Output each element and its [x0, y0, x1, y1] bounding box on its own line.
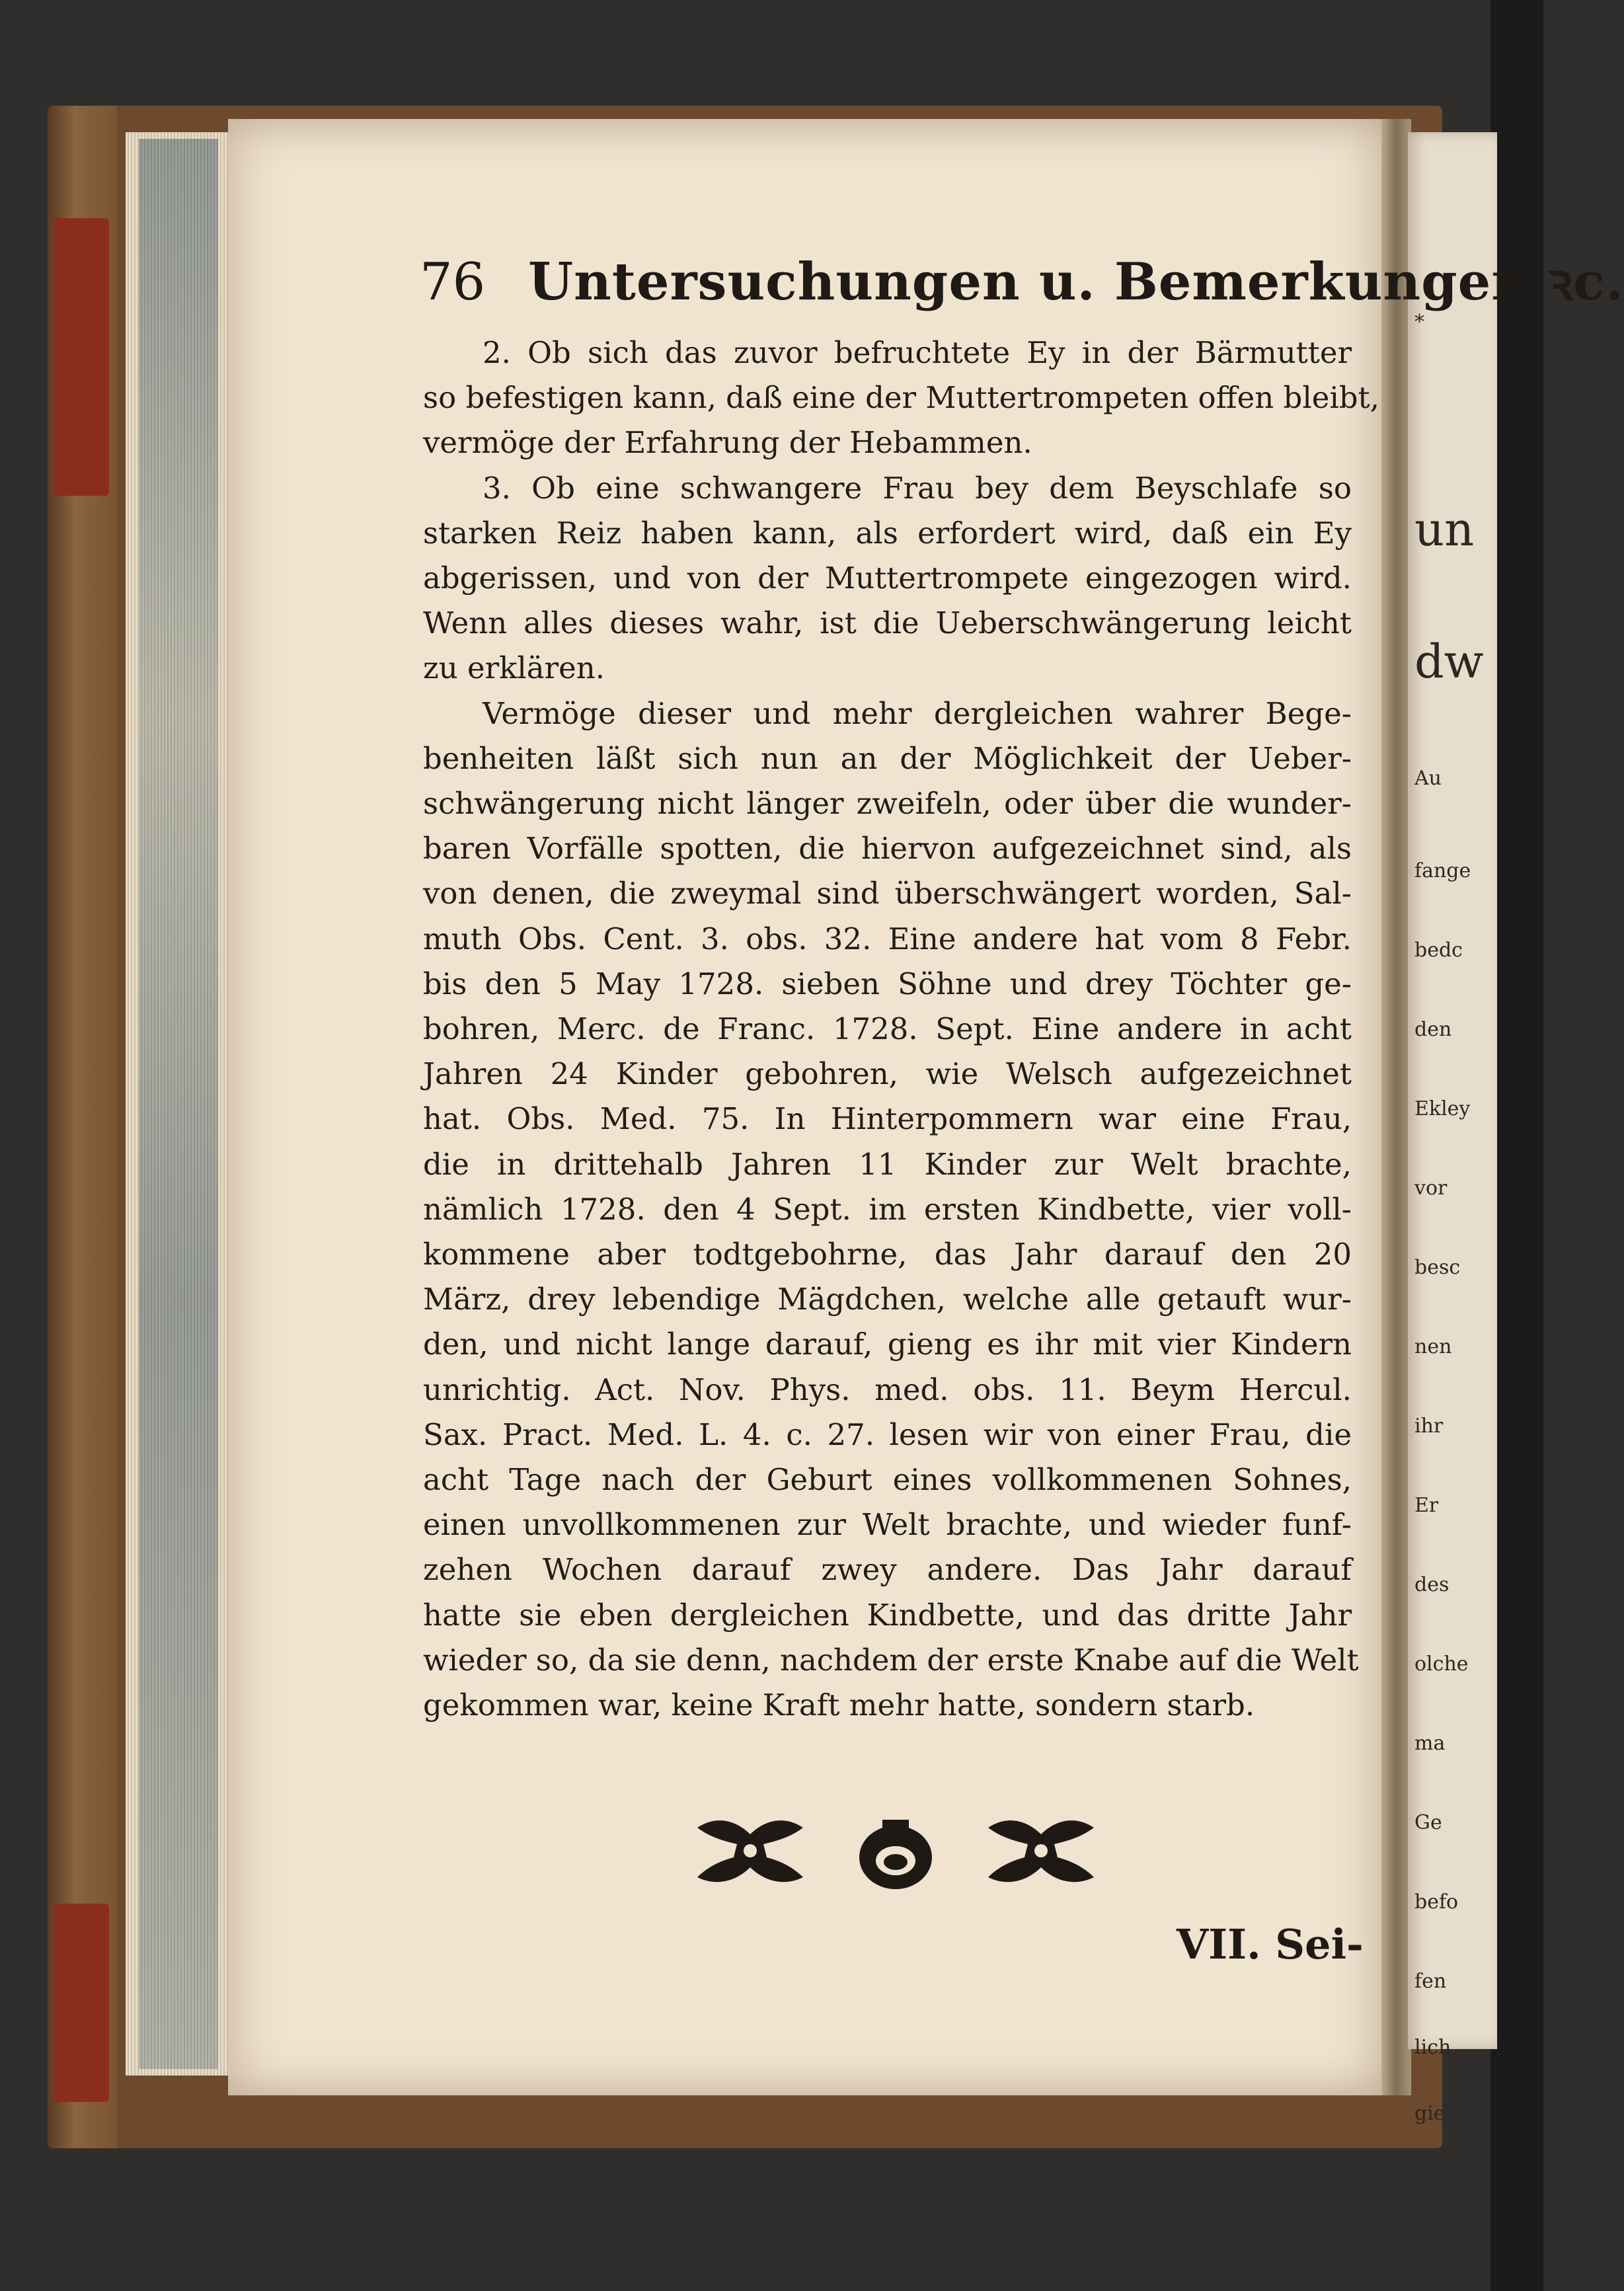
- facing-page-text: gie: [1414, 2102, 1446, 2125]
- text-line: kommene aber todtgebohrne, das Jahr darauf den 20: [423, 1237, 1352, 1272]
- facing-page-text: befo: [1414, 1890, 1459, 1914]
- facing-page-text: vor: [1414, 1177, 1448, 1200]
- text-line: Vermöge dieser und mehr dergleichen wahrer Bege-: [483, 695, 1352, 731]
- blue-sprinkled-edge: [139, 139, 218, 2069]
- facing-page-text: ma: [1414, 1732, 1446, 1755]
- text-line: hat. Obs. Med. 75. In Hinterpommern war eine Frau,: [423, 1101, 1352, 1137]
- facing-page-text: dw: [1414, 635, 1484, 689]
- text-line: benheiten läßt sich nun an der Möglichkeit der Ueber-: [423, 740, 1352, 776]
- facing-page-text: Ge: [1414, 1811, 1442, 1834]
- facing-page-text: besc: [1414, 1256, 1461, 1279]
- facing-page-text: Er: [1414, 1494, 1439, 1517]
- book-gutter: [1381, 119, 1411, 2095]
- facing-page-text: nen: [1414, 1335, 1452, 1358]
- cover-red-spot-top: [53, 218, 109, 496]
- text-line: Wenn alles dieses wahr, ist die Ueberschwängerung leicht: [423, 605, 1352, 641]
- facing-page-text: fen: [1414, 1970, 1447, 1993]
- running-head: [420, 245, 1624, 315]
- facing-page-text: *: [1414, 311, 1424, 334]
- facing-page-text: den: [1414, 1018, 1452, 1041]
- text-line: die in drittehalb Jahren 11 Kinder zur Welt brachte,: [423, 1146, 1352, 1182]
- facing-page-text: lich: [1414, 2036, 1451, 2059]
- text-line: 3. Ob eine schwangere Frau bey dem Beyschlafe so: [483, 470, 1352, 506]
- facing-page-text: bedc: [1414, 939, 1463, 962]
- ornament-left-flourish-icon: [697, 1820, 803, 1882]
- body-text: [423, 330, 1379, 1728]
- text-line: einen unvollkommenen zur Welt brachte, und wieder funf-: [423, 1507, 1352, 1543]
- text-line: Sax. Pract. Med. L. 4. c. 27. lesen wir von einer Frau, die: [423, 1417, 1352, 1452]
- text-line: vermöge der Erfahrung der Hebammen.: [423, 425, 1032, 461]
- text-line: abgerissen, und von der Muttertrompete eingezogen wird.: [423, 561, 1352, 596]
- text-line: acht Tage nach der Geburt eines vollkommenen Sohnes,: [423, 1462, 1352, 1498]
- text-line: bohren, Merc. de Franc. 1728. Sept. Eine andere in acht: [423, 1011, 1352, 1047]
- text-line: zu erklären.: [423, 650, 605, 686]
- scan-background-strip: [1490, 0, 1543, 2291]
- facing-page-text: ihr: [1414, 1415, 1444, 1438]
- facing-page-text: des: [1414, 1573, 1450, 1596]
- facing-page-text: un: [1414, 502, 1475, 557]
- facing-page-text: Ekley: [1414, 1097, 1471, 1120]
- text-line: hatte sie eben dergleichen Kindbette, und das dritte Jahr: [423, 1597, 1352, 1633]
- facing-page-text: Au: [1414, 767, 1442, 790]
- facing-page-text: olche: [1414, 1652, 1469, 1676]
- printers-ornament: [691, 1808, 1101, 1894]
- text-line: nämlich 1728. den 4 Sept. im ersten Kindbette, vier voll-: [423, 1191, 1352, 1227]
- facing-page-fragment: [1408, 132, 1497, 2125]
- text-line: schwängerung nicht länger zweifeln, oder über die wunder-: [423, 786, 1352, 822]
- text-line: März, drey lebendige Mägdchen, welche alle getauft wur-: [423, 1282, 1352, 1317]
- ornament-right-flourish-icon: [988, 1820, 1094, 1882]
- cover-red-spot-bottom: [53, 1904, 109, 2102]
- text-line: starken Reiz haben kann, als erfordert wird, daß ein Ey: [423, 515, 1352, 551]
- catchword: VII. Sei-: [1177, 1920, 1364, 1968]
- text-line: so befestigen kann, daß eine der Muttertrompeten offen bleibt,: [423, 380, 1379, 416]
- text-line: gekommen war, keine Kraft mehr hatte, sondern starb.: [423, 1688, 1255, 1723]
- text-line: zehen Wochen darauf zwey andere. Das Jahr darauf: [423, 1552, 1352, 1588]
- text-line: baren Vorfälle spotten, die hiervon aufgezeichnet sind, als: [423, 831, 1352, 867]
- ornament-center-crown-icon: [859, 1820, 932, 1889]
- text-line: bis den 5 May 1728. sieben Söhne und drey Töchter ge-: [423, 966, 1352, 1001]
- text-line: unrichtig. Act. Nov. Phys. med. obs. 11. Beym Hercul.: [423, 1372, 1352, 1407]
- text-line: wieder so, da sie denn, nachdem der erste Knabe auf die Welt: [423, 1642, 1359, 1678]
- text-line: Jahren 24 Kinder gebohren, wie Welsch aufgezeichnet: [423, 1056, 1352, 1092]
- page-number: 76: [420, 252, 486, 312]
- text-line: 2. Ob sich das zuvor befruchtete Ey in der Bärmutter: [483, 335, 1352, 370]
- running-title: Untersuchungen u. Bemerkungen ꝛc.: [528, 252, 1624, 312]
- text-line: muth Obs. Cent. 3. obs. 32. Eine andere hat vom 8 Febr.: [423, 921, 1352, 956]
- text-line: von denen, die zweymal sind überschwängert worden, Sal-: [423, 876, 1352, 912]
- text-line: den, und nicht lange darauf, gieng es ihr mit vier Kindern: [423, 1327, 1352, 1362]
- facing-page-text: fange: [1414, 859, 1471, 882]
